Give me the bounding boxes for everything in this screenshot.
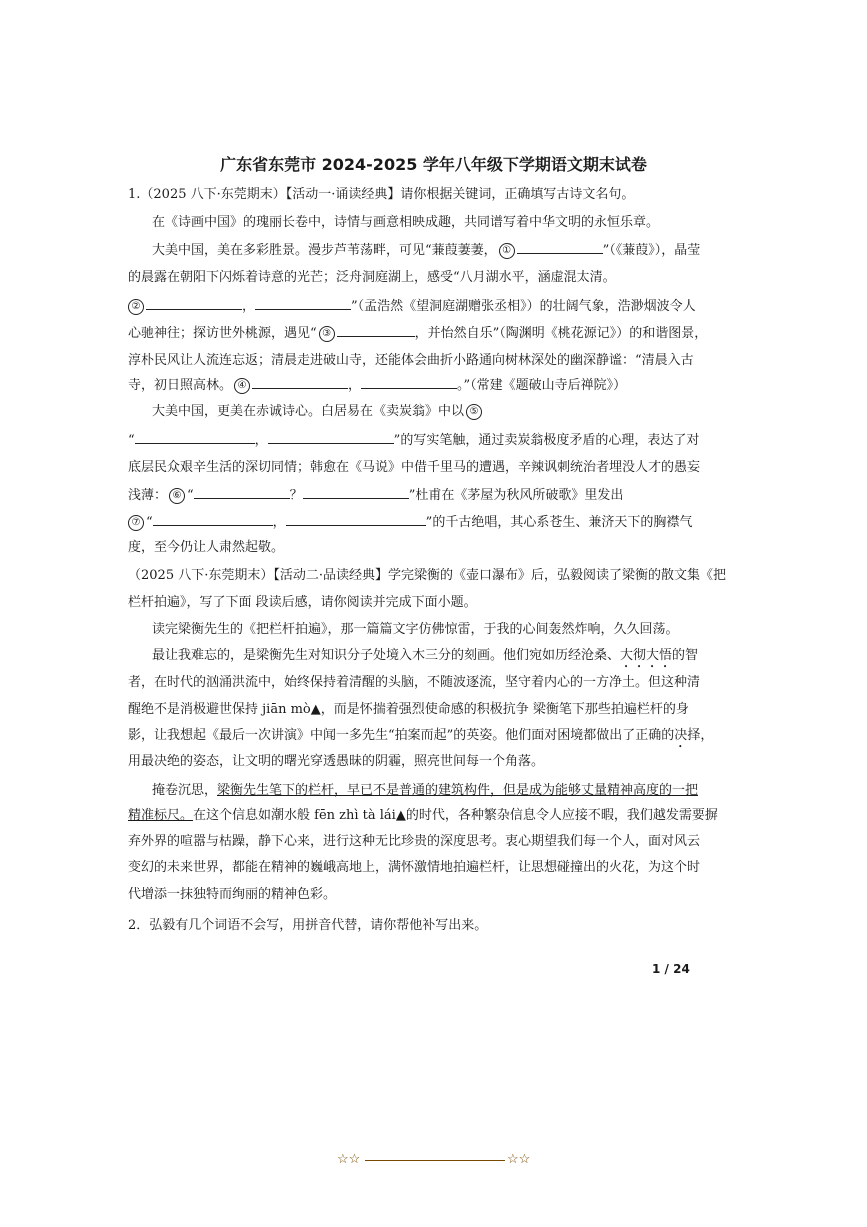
fill-blank-1[interactable] (517, 241, 603, 254)
passage-paragraph-3-line-3: 弃外界的喧嚣与枯躁，静下心来，进行这种无比珍贵的深度思考。衷心期望我们每一个人，面对风云 (128, 834, 701, 849)
passage-paragraph-2-line-4: 影，让我想起《最后一次讲演》中闻一多先生“拍案而起”的英姿。他们面对困境都做出了正确的决择， (128, 728, 714, 743)
blank-marker-3: ③ (319, 326, 335, 342)
fill-blank-7a[interactable] (153, 513, 273, 526)
passage-paragraph-3-line-1: 掩卷沉思，梁衡先生笔下的栏杆，早已不是普通的建筑构件，但是成为能够丈量精神高度的一把 (152, 783, 699, 798)
passage-intro-2: 栏杆拍遍》，写了下面 段读后感，请你阅读并完成下面小题。 (128, 595, 477, 610)
fill-blank-4a[interactable] (252, 376, 348, 389)
q1-line-12: ⑦ “ ， ”的千古绝唱，其心系苍生、兼济天下的胸襟气 (128, 513, 692, 532)
fill-blank-7b[interactable] (286, 513, 426, 526)
fill-blank-4b[interactable] (361, 376, 457, 389)
blank-marker-2: ② (128, 299, 144, 315)
passage-paragraph-3-line-4: 变幻的未来世界，都能在精神的巍峨高地上，满怀激情地拍遍栏杆，让思想碰撞出的火花，为这个时 (128, 860, 701, 875)
q1-line-13: 度，至今仍让人肃然起敬。 (128, 540, 285, 555)
passage-paragraph-2-line-1: 最让我难忘的，是梁衡先生对知识分子处境入木三分的刻画。他们宛如历经沧桑、大彻大悟的智 (152, 648, 699, 663)
underlined-sentence-end: 精准标尺。 (128, 808, 194, 823)
passage-paragraph-2-line-3: 醒绝不是消极避世保持 jiān mò▲，而是怀揣着强烈使命感的积极抗争 梁衡笔下那些拍遍栏杆的身 (128, 702, 689, 717)
page-title: 广东省东莞市 2024-2025 学年八年级下学期语文期末试卷 (220, 155, 647, 174)
page-number: 1 / 24 (652, 962, 690, 976)
blank-marker-7: ⑦ (128, 515, 144, 531)
q1-line-7: 寺，初日照高林。 ④ ， 。”（常建《题破山寺后禅院》） (128, 378, 627, 393)
fill-blank-6b[interactable] (303, 486, 409, 499)
q1-line-2: 大美中国，美在多彩胜景。漫步芦苇荡畔，可见“蒹葭萋萋， ① ”（《蒹葭》），晶莹 (152, 243, 701, 258)
q1-line-5: 心驰神往；探访世外桃源，遇见“ ③ ，并怡然自乐”（陶渊明《桃花源记》）的和谐图景， (128, 326, 708, 341)
fill-blank-3[interactable] (337, 324, 415, 337)
q1-line-8: 大美中国，更美在赤诚诗心。白居易在《卖炭翁》中以 ⑤ (152, 403, 484, 421)
question-2: 2．弘毅有几个词语不会写，用拼音代替，请你帮他补写出来。 (128, 918, 488, 933)
q1-line-3: 的晨露在朝阳下闪烁着诗意的光芒；泛舟洞庭湖上，感受“八月湖水平，涵虚混太清。 (128, 270, 616, 285)
passage-paragraph-2-line-2: 者，在时代的汹涌洪流中，始终保持着清醒的头脑，不随波逐流，坚守着内心的一方净土。但这种清 (128, 675, 701, 690)
blank-marker-6: ⑥ (169, 488, 185, 504)
fill-blank-5b[interactable] (268, 431, 394, 444)
q1-line-11: 浅薄： ⑥ “ ？ ”杜甫在《茅屋为秋风所破歌》里发出 (128, 488, 624, 503)
passage-paragraph-3-line-2: 精准标尺。在这个信息如潮水般 fēn zhì tà lái▲的时代，各种繁杂信息令人应接不暇，我们越发需要摒 (128, 808, 718, 823)
fill-blank-6a[interactable] (194, 486, 290, 499)
passage-paragraph-2-line-5: 用最决绝的姿态，让文明的曙光穿透愚昧的阴霾，照亮世间每一个角落。 (128, 754, 545, 769)
blank-marker-1: ① (499, 243, 515, 259)
passage-paragraph-3-line-5: 代增添一抹独特而绚丽的精神色彩。 (128, 887, 337, 902)
footer-rule (365, 1160, 505, 1161)
passage-intro-1: （2025 八下·东莞期末）【活动二·品读经典】学完梁衡的《壶口瀑布》后，弘毅阅读了梁衡的散文集《把 (128, 568, 726, 583)
question-1-header: 1.（2025 八下·东莞期末）【活动一·诵读经典】请你根据关键词，正确填写古诗文名句。 (128, 187, 635, 202)
q1-line-4: ② ， ”（孟浩然《望洞庭湖赠张丞相》）的壮阔气象，浩渺烟波令人 (128, 297, 696, 316)
footer-ornament (337, 1152, 533, 1168)
dotted-word-dacheda: 大彻大悟 (620, 648, 673, 663)
underlined-sentence: 梁衡先生笔下的栏杆，早已不是普通的建筑构件，但是成为能够丈量精神高度的一把 (217, 783, 699, 798)
fill-blank-5a[interactable] (135, 431, 255, 444)
q1-paragraph-1: 在《诗画中国》的瑰丽长卷中，诗情与画意相映成趣，共同谱写着中华文明的永恒乐章。 (152, 215, 660, 230)
q1-line-6: 淳朴民风让人流连忘返；清晨走进破山寺，还能体会曲折小路通向树林深处的幽深静谧：“清晨入古 (128, 353, 694, 368)
dotted-char-jue: 决 (674, 728, 688, 743)
q1-line-9: “ ， ”的写实笔触，通过卖炭翁极度矛盾的心理，表达了对 (128, 433, 700, 448)
star-icon-right: ☆☆ (507, 1152, 531, 1167)
fill-blank-2a[interactable] (146, 297, 242, 310)
passage-paragraph-1: 读完梁衡先生的《把栏杆拍遍》，那一篇篇文字仿佛惊雷，于我的心间轰然炸响，久久回荡。 (152, 622, 679, 637)
fill-blank-2b[interactable] (255, 297, 351, 310)
blank-marker-5: ⑤ (466, 404, 482, 420)
blank-marker-4: ④ (234, 378, 250, 394)
q1-line-10: 底层民众艰辛生活的深切同情；韩愈在《马说》中借千里马的遭遇，辛辣讽刺统治者埋没人才的愚妄 (128, 460, 701, 475)
star-icon-left: ☆☆ (337, 1152, 361, 1167)
